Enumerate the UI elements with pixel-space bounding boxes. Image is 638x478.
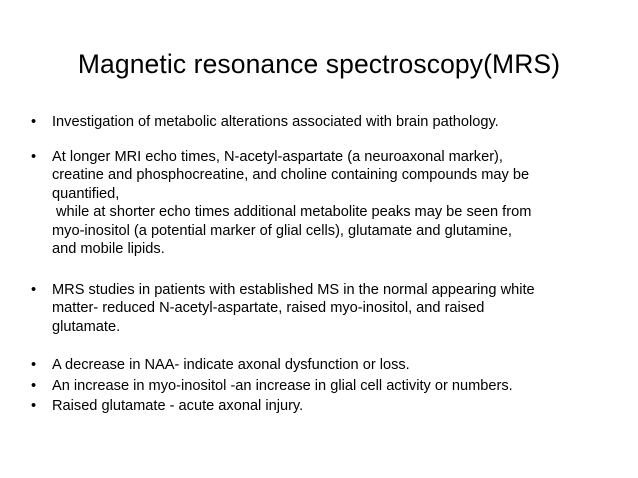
bullet-text-line: MRS studies in patients with established MS in the normal appearing white [52, 281, 535, 298]
bullet-dot: • [31, 114, 37, 130]
bullet-text-line: Investigation of metabolic alterations associated with brain pathology. [52, 114, 499, 130]
bullet-text-line: while at shorter echo times additional metabolite peaks may be seen from [56, 204, 532, 220]
bullet-item-6 [31, 397, 631, 416]
bullet-text-line: An increase in myo-inositol -an increase in glial cell activity or numbers. [52, 377, 513, 394]
bullet-dot: • [31, 281, 37, 298]
bullet-dot: • [31, 357, 37, 373]
bullet-text-line: creatine and phosphocreatine, and choline containing compounds may be [52, 167, 530, 183]
bullet-dot: • [31, 377, 37, 394]
bullet-text-line: A decrease in NAA- indicate axonal dysfunction or loss. [52, 357, 410, 373]
bullet-text-line: myo-inositol (a potential marker of glial cells), glutamate and glutamine, [52, 222, 512, 239]
bullet-text-line: quantified, [52, 185, 120, 202]
bullet-text-line: At longer MRI echo times, N-acetyl-aspartate (a neuroaxonal marker), [52, 148, 503, 165]
bullet-dot: • [31, 148, 37, 165]
bullet-item-3 [31, 281, 631, 337]
slide-body [31, 113, 631, 416]
bullet-item-1 [31, 113, 631, 132]
bullet-item-4 [31, 356, 631, 375]
slide-title: Magnetic resonance spectroscopy(MRS) [77, 49, 561, 79]
bullet-text-line: and mobile lipids. [52, 241, 165, 257]
bullet-dot: • [31, 398, 37, 414]
bullet-item-2 [31, 148, 631, 259]
bullet-item-5 [31, 377, 631, 396]
bullet-text-line: glutamate. [52, 318, 121, 335]
bullet-text-line: matter- reduced N-acetyl-aspartate, raised myo-inositol, and raised [52, 300, 485, 316]
bullet-text-line: Raised glutamate - acute axonal injury. [52, 398, 304, 414]
